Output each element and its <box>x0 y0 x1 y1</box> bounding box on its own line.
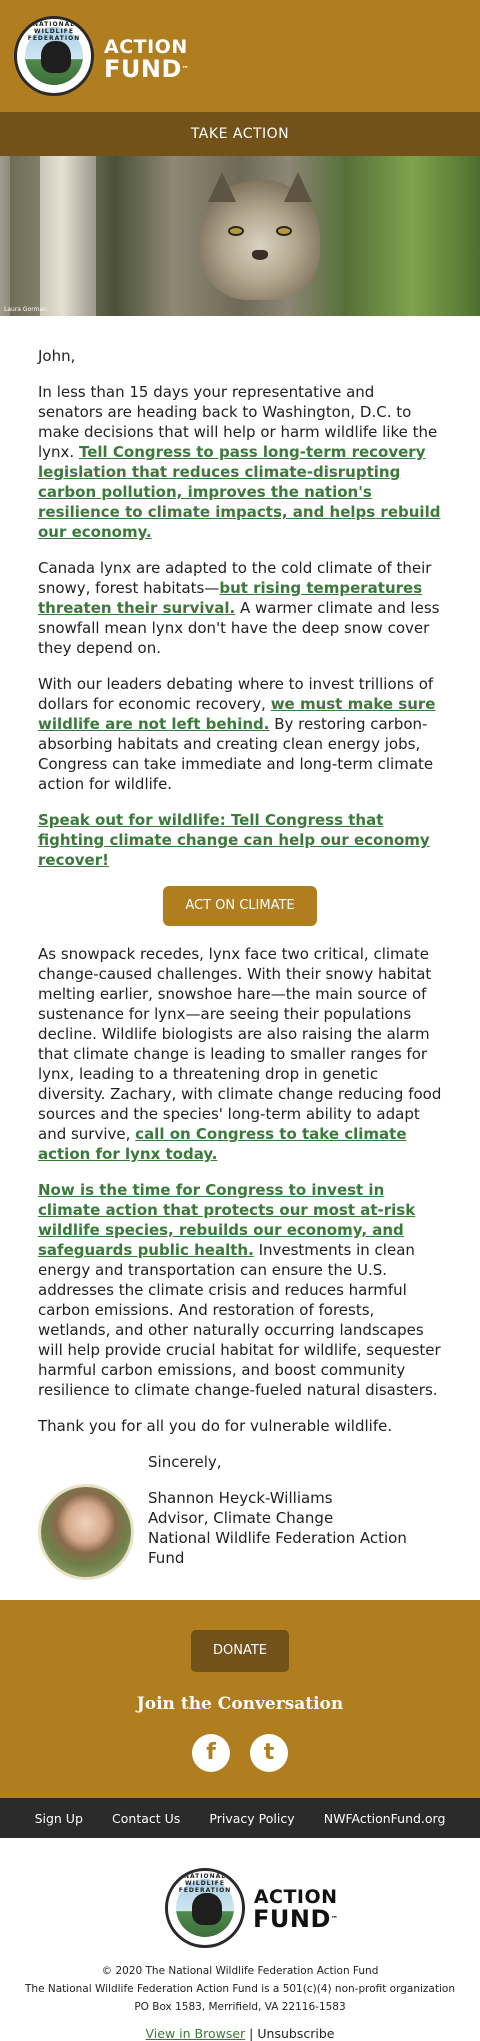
footer-links <box>0 2026 480 2041</box>
greeting: John, <box>38 347 76 365</box>
lynx-eye-left <box>228 226 244 236</box>
copyright: © 2020 The National Wildlife Federation Action Fund <box>101 1965 379 1977</box>
p3-link-wildlife-not-left-behind[interactable]: we must make sure wildlife are not left behind. <box>38 695 436 733</box>
p1-text: In less than 15 days your representative and senators are heading back to Washington, D.C. to make decisions that will help or harm wildlife like the lynx. <box>38 383 438 461</box>
tree-trunk-2 <box>0 156 10 316</box>
footer-gold <box>0 1600 480 1798</box>
footer-bear-icon <box>192 1893 222 1925</box>
footer-trademark: ™ <box>330 1915 339 1923</box>
p2-text-b: A warmer climate and less snowfall mean lynx don't have the deep snow cover they depend on. <box>38 599 440 657</box>
p2-text-a: Canada lynx are adapted to the cold climate of their snowy, forest habitats— <box>38 559 432 597</box>
p4-link-speak-out[interactable]: Speak out for wildlife: Tell Congress that fighting climate change can help our economy recover! <box>38 811 430 869</box>
paragraph-7: Thank you for all you do for vulnerable wildlife. <box>38 1417 393 1435</box>
brand-wordmark <box>104 36 190 83</box>
act-button-wrap <box>38 886 442 926</box>
closing: Sincerely, <box>148 1453 222 1471</box>
twitter-icon[interactable]: t <box>250 1734 288 1772</box>
paragraph-6 <box>38 1180 442 1400</box>
logo-ring-text: NATIONAL WILDLIFE FEDERATION <box>27 21 81 42</box>
p3-text-a: With our leaders debating where to invest trillions of dollars for economic recovery, <box>38 675 434 713</box>
brand-line2-wrap <box>104 55 190 83</box>
lynx-ear-right <box>284 172 312 202</box>
donate-button[interactable]: DONATE <box>191 1630 289 1672</box>
header <box>0 0 480 112</box>
brand-line1: ACTION <box>104 36 188 58</box>
lynx-ear-left <box>208 172 236 202</box>
bear-icon <box>41 41 71 73</box>
p5-text: As snowpack recedes, lynx face two critical, climate change-caused challenges. With their snowy habitat melting earlier, snowshoe hare—the main source of sustenance for lynx—are seeing their populations decline. Wildlife biologists are also raising the alarm that climate change is leading to smaller ranges for lynx, leading to a threatening drop in genetic diversity. Zachary, with climate change reducing food sources and the species' long-term ability to adapt and survive, <box>38 945 442 1143</box>
footer-nav <box>0 1798 480 1838</box>
signer-title: Advisor, Climate Change <box>148 1509 334 1527</box>
nwf-logo[interactable] <box>14 16 94 96</box>
mailing-address: PO Box 1583, Merrifield, VA 22116-1583 <box>134 2001 346 2013</box>
lynx-eye-right <box>276 226 292 236</box>
photo-credit: Laura Gorman <box>4 306 47 313</box>
unsubscribe-link[interactable]: Unsubscribe <box>257 2026 335 2041</box>
link-separator: | <box>245 2026 258 2041</box>
nav-privacy-policy[interactable]: Privacy Policy <box>209 1810 295 1826</box>
footer-logo-ring-text: NATIONAL WILDLIFE FEDERATION <box>178 1873 232 1894</box>
tree-trunk <box>40 156 96 316</box>
p3-text-b: By restoring carbon-absorbing habitats and creating clean energy jobs, Congress can take immediate and long-term climate action for wildlife. <box>38 715 434 793</box>
email-body <box>0 316 480 1600</box>
hero-lynx-photo[interactable] <box>0 156 480 316</box>
facebook-icon[interactable]: f <box>192 1734 230 1772</box>
lynx-head <box>200 180 320 300</box>
footer-nwf-logo <box>165 1868 245 1948</box>
act-on-climate-button[interactable]: ACT ON CLIMATE <box>163 886 316 926</box>
p1-link-recovery-legislation[interactable]: Tell Congress to pass long-term recovery legislation that reduces climate-disrupting carbon pollution, improves the nation's resilience to climate impacts, and helps rebuild our economy. <box>38 443 441 541</box>
p6-link-invest-climate-action[interactable]: Now is the time for Congress to invest in climate action that protects our most at-risk wildlife species, rebuilds our economy, and safeguards public health. <box>38 1181 416 1259</box>
avatar <box>38 1484 134 1580</box>
paragraph-3 <box>38 674 442 794</box>
footer-light <box>0 1838 480 2041</box>
signer-name: Shannon Heyck-Williams <box>148 1489 333 1507</box>
lynx-nose <box>252 250 268 260</box>
paragraph-4 <box>38 810 442 870</box>
footer-brand-line2: FUND <box>253 1905 331 1933</box>
social-links <box>0 1734 480 1772</box>
view-in-browser-link[interactable]: View in Browser <box>145 2026 246 2041</box>
trademark: ™ <box>181 65 190 73</box>
take-action-link[interactable]: TAKE ACTION <box>0 112 480 156</box>
signature-block <box>38 1452 442 1600</box>
nav-nwf-action-fund[interactable]: NWFActionFund.org <box>323 1810 446 1826</box>
nav-sign-up[interactable]: Sign Up <box>34 1810 83 1826</box>
footer-brand-line1: ACTION <box>253 1886 338 1908</box>
p5-link-climate-action-lynx[interactable]: call on Congress to take climate action for lynx today. <box>38 1125 407 1163</box>
signature-text <box>148 1452 442 1580</box>
footer-logo[interactable] <box>165 1868 339 1952</box>
paragraph-5 <box>38 944 442 1164</box>
brand-line2: FUND <box>104 55 182 83</box>
legal-text <box>0 1962 480 2016</box>
footer-brand-wordmark <box>253 1886 339 1933</box>
paragraph-2 <box>38 558 442 658</box>
p6-text: Investments in clean energy and transportation can ensure the U.S. addresses the climate crisis and reduces harmful carbon emissions. And restoration of forests, wetlands, and other naturally occurring landscapes will help provide crucial habitat for wildlife, sequester harmful carbon emissions, and boost community resilience to climate change-fueled natural disasters. <box>38 1241 441 1399</box>
paragraph-1 <box>38 382 442 542</box>
join-conversation-heading: Join the Conversation <box>136 1694 344 1714</box>
signer-org: National Wildlife Federation Action Fund <box>148 1529 407 1567</box>
nav-contact-us[interactable]: Contact Us <box>112 1810 181 1826</box>
p2-link-rising-temperatures[interactable]: but rising temperatures threaten their survival. <box>38 579 423 617</box>
nonprofit-statement: The National Wildlife Federation Action Fund is a 501(c)(4) non-profit organization <box>25 1983 455 1995</box>
footer-brand-line2-wrap <box>253 1905 339 1933</box>
